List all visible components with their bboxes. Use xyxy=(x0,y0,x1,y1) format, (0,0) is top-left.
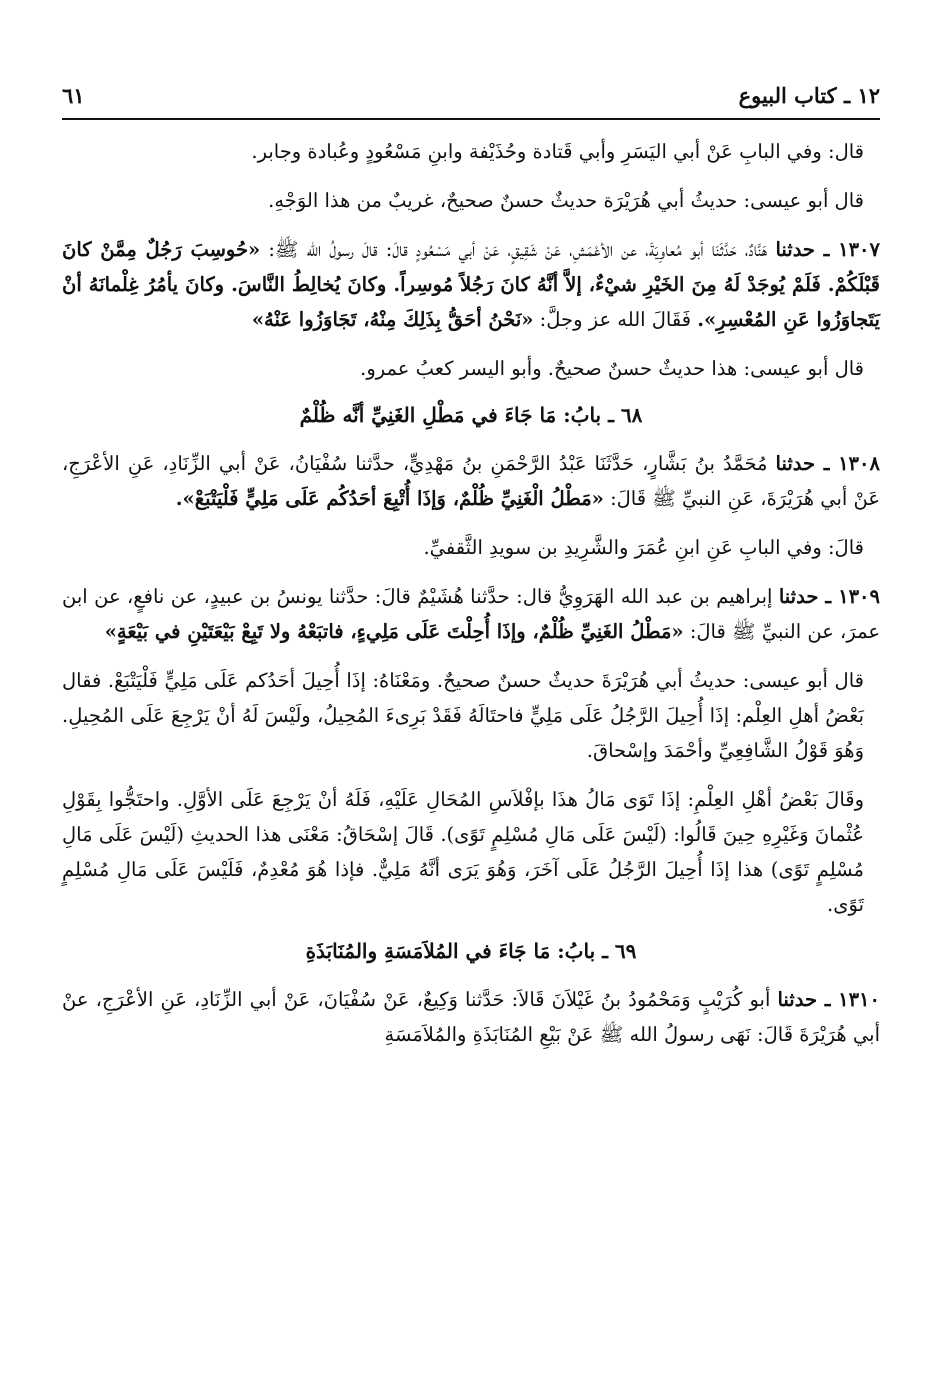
hadith-number: ١٣٠٧ ـ حدثنا xyxy=(775,238,880,261)
paragraph: قال أبو عيسى: هذا حديثٌ حسنٌ صحيحٌ. وأبو اليسر كعبُ عمرو. xyxy=(360,357,864,380)
hadith-paragraph xyxy=(62,232,880,337)
hadith-chain: مُحَمَّدُ بنُ بَشَّارٍ، حَدَّثَنَا عَبْدُ الرَّحْمَنِ بنُ مَهْدِيٍّ، حدَّثنا سُفْيَانُ، عَنْ أبي الزِّنَادِ، عَنِ الأعْرَجِ، عَنْ أبي هُرَيْرَةَ، عَنِ النبيِّ ﷺ قَالَ: xyxy=(62,452,880,510)
chapter-heading: ٦٩ ـ بابُ: مَا جَاءَ في المُلاَمَسَةِ والمُنَابَذَةِ xyxy=(305,939,637,963)
hadith-number: ١٣٠٩ ـ حدثنا xyxy=(778,585,881,608)
paragraph: قال أبو عيسى: حديثُ أبي هُرَيْرَة حديثٌ حسنٌ صحيحٌ، غريبٌ من هذا الوَجْهِ. xyxy=(268,189,864,212)
chapter-title: ١٢ ـ كتاب البيوع xyxy=(738,83,880,108)
hadith-number: ١٣١٠ ـ حدثنا xyxy=(777,988,880,1011)
hadith-matn-continued: «نَحْنُ أحَقُّ بِذَلِكَ مِنْهُ، تَجَاوَزُوا عَنْهُ» xyxy=(251,308,534,331)
book-page xyxy=(62,70,880,1066)
paragraph: قالَ: وفي البابِ عَنِ ابنِ عُمَرَ والشَّرِيدِ بن سويدِ الثَّقفيِّ. xyxy=(423,536,864,559)
page-header xyxy=(62,70,880,108)
hadith-paragraph xyxy=(62,579,880,649)
hadith-chain: أبو كُرَيْبٍ وَمَحْمُودُ بنُ غَيْلاَنَ قَالاَ: حَدَّثنا وَكِيعٌ، عَنْ سُفْيَانَ، عَنْ أبي الزِّنَادِ، عَنِ الأعْرَجِ، عنْ أبي هُرَيْرَةَ قَالَ: نَهَى رسولُ الله ﷺ عَنْ بَيْعِ المُنَابَذَةِ والمُلاَمَسَةِ xyxy=(62,988,880,1046)
hadith-matn: «مَطْلُ الغَنِيِّ ظُلْمٌ، وإذَا أُحِلْتَ عَلَى مَلِيءٍ، فاتبَعْهُ ولا تَبِعْ بَيْعَتَيْنِ في بَيْعَةٍ» xyxy=(104,620,684,643)
chapter-heading: ٦٨ ـ بابُ: مَا جَاءَ في مَطْلِ الغَنِيِّ أنَّه ظُلْمٌ xyxy=(299,403,643,427)
header-rule xyxy=(62,118,880,120)
page-body xyxy=(62,134,880,1052)
hadith-chain: هَنَّادٌ، حَدَّثَنَا أبو مُعاوِيَةَ، عن الأعْمَشِ، عَنْ شَقِيقٍ، عَنْ أبي مَسْعُودٍ قالَ: قالَ رسولُ الله ﷺ: xyxy=(260,238,768,261)
paragraph: قال: وفي البابِ عَنْ أبي اليَسَرِ وأبي قَتادة وحُذَيْفة وابنِ مَسْعُودٍ وعُبادة وجابر. xyxy=(251,140,864,163)
hadith-matn: «مَطْلُ الْغَنِيِّ ظُلْمٌ، وَإذَا أُتْبِعَ أحَدُكُم عَلَى مَلِيٍّ فَلْيَتْبَعْ». xyxy=(175,487,604,510)
hadith-paragraph xyxy=(62,982,880,1052)
hadith-matn: «حُوسِبَ رَجُلٌ مِمَّنْ كانَ قَبْلَكُمْ. فَلَمْ يُوجَدْ لَهُ مِنَ الخَيْرِ شيْءٌ، إلاَّ أنَّهُ كانَ رَجُلاً مُوسِراً. وكانَ يُخالِطُ النَّاسَ. وكانَ يأمُرُ غِلْمانَهُ أنْ يَتَجاوَزُوا عَنِ المُعْسِرِ». xyxy=(62,238,880,331)
hadith-chain: إبراهيم بن عبد الله الهَرَوِيُّ قال: حدَّثنا هُشَيْمٌ قالَ: حدَّثنا يونسُ بن عبيدٍ، عن نافعٍ، عن ابن عمرَ، عن النبيِّ ﷺ قالَ: xyxy=(62,585,880,643)
page-number: ٦١ xyxy=(62,83,85,108)
paragraph: وقَالَ بَعْضُ أهْلِ العِلْمِ: إذَا تَوَى مَالُ هذَا بإفْلاَسِ المُحَالِ عَلَيْهِ، فَلَهُ أنْ يَرْجِعَ عَلَى الأوَّلِ. واحتَجُّوا بِقَوْلِ عُثْمانَ وَغَيْرِهِ حِينَ قَالُوا: (لَيْسَ عَلَى مَالِ مُسْلِمٍ تَوًى). قَالَ إسْحَاقُ: مَعْنَى هذا الحديثِ (لَيْسَ عَلَى مَالِ مُسْلِمٍ تَوًى) هذا إذَا أُحِيلَ الرَّجُلُ عَلَى آخَرَ، وَهُوَ يَرَى أنَّهُ مَلِيٌّ. فإذا هُوَ مُعْدِمٌ، فَلَيْسَ عَلَى مَالِ مُسْلِمٍ تَوًى. xyxy=(62,788,864,916)
paragraph: قال أبو عيسى: حديثُ أبي هُرَيْرَةَ حديثٌ حسنٌ صحيحٌ. ومَعْنَاهُ: إذَا أُحِيلَ أحَدُكم عَلَى مَلِيٍّ فَلْيَتْبَعْ. فقال بَعْضُ أهلِ العِلْم: إذَا أُحِيلَ الرَّجُلُ عَلَى مَلِيٍّ فاحتَالَهُ فَقَدْ بَرِىءَ المُحِيلُ، ولَيْسَ لَهُ أنْ يَرْجِعَ عَلَى المُحِيلِ. وَهُوَ قَوْلُ الشَّافِعِيِّ وأحْمَدَ وإسْحاقَ. xyxy=(62,669,864,762)
hadith-paragraph xyxy=(62,446,880,516)
hadith-number: ١٣٠٨ ـ حدثنا xyxy=(775,452,880,475)
hadith-chain-continued: فَقَالَ الله عز وجلَّ: xyxy=(533,308,698,331)
